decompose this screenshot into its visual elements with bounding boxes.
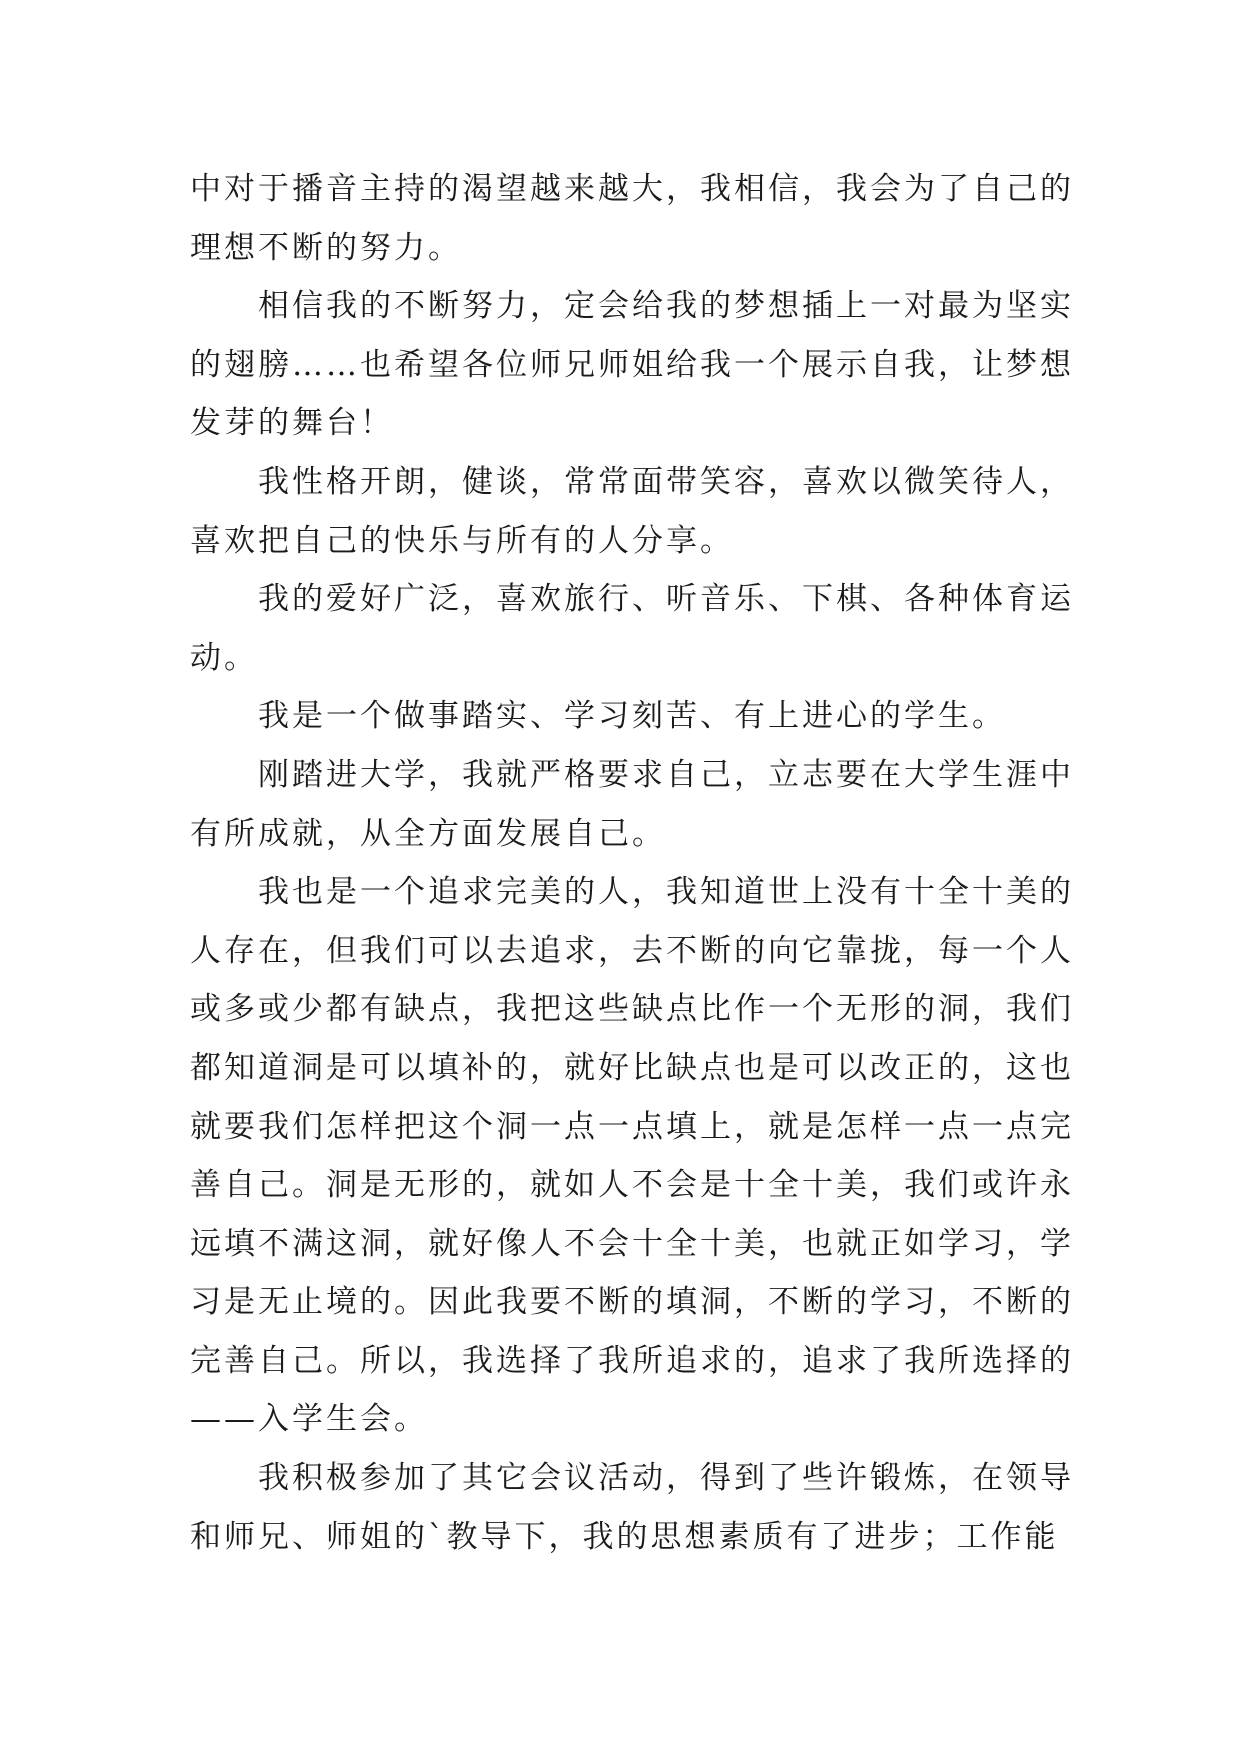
text-line: 我的爱好广泛，喜欢旅行、听音乐、下棋、各种体育运 (258, 581, 1074, 618)
text-line: 有所成就，从全方面发展自己。 (190, 815, 666, 852)
text-line: 或多或少都有缺点，我把这些缺点比作一个无形的洞，我们 (190, 991, 1074, 1028)
text-line: 我是一个做事踏实、学习刻苦、有上进心的学生。 (258, 698, 1006, 735)
text-line: 动。 (190, 639, 258, 676)
text-line: 发芽的舞台！ (190, 405, 394, 442)
text-line: 都知道洞是可以填补的，就好比缺点也是可以改正的，这也 (190, 1049, 1074, 1086)
text-line: 刚踏进大学，我就严格要求自己，立志要在大学生涯中 (258, 756, 1074, 793)
text-line: 中对于播音主持的渴望越来越大，我相信，我会为了自己的 (190, 171, 1074, 207)
text-line: 我性格开朗，健谈，常常面带笑容，喜欢以微笑待人， (258, 463, 1074, 500)
text-line: 我也是一个追求完美的人，我知道世上没有十全十美的 (258, 874, 1074, 911)
text-line: 就要我们怎样把这个洞一点一点填上，就是怎样一点一点完 (190, 1108, 1074, 1145)
text-line: ——入学生会。 (190, 1401, 428, 1438)
text-line: 人存在，但我们可以去追求，去不断的向它靠拢，每一个人 (190, 932, 1074, 969)
text-line: 习是无止境的。因此我要不断的填洞，不断的学习，不断的 (190, 1284, 1074, 1321)
text-line: 喜欢把自己的快乐与所有的人分享。 (190, 522, 734, 559)
text-line: 相信我的不断努力，定会给我的梦想插上一对最为坚实 (258, 288, 1074, 325)
text-line: 完善自己。所以，我选择了我所追求的，追求了我所选择的 (190, 1342, 1074, 1379)
body-text (190, 160, 1074, 1566)
text-line: 理想不断的努力。 (190, 229, 462, 266)
text-line: 的翅膀……也希望各位师兄师姐给我一个展示自我，让梦想 (190, 346, 1074, 383)
text-line: 我积极参加了其它会议活动，得到了些许锻炼，在领导 (258, 1460, 1074, 1497)
text-line: 和师兄、师姐的`教导下，我的思想素质有了进步；工作能 (190, 1518, 1059, 1555)
text-line: 善自己。洞是无形的，就如人不会是十全十美，我们或许永 (190, 1167, 1074, 1204)
text-line: 远填不满这洞，就好像人不会十全十美，也就正如学习，学 (190, 1225, 1074, 1262)
